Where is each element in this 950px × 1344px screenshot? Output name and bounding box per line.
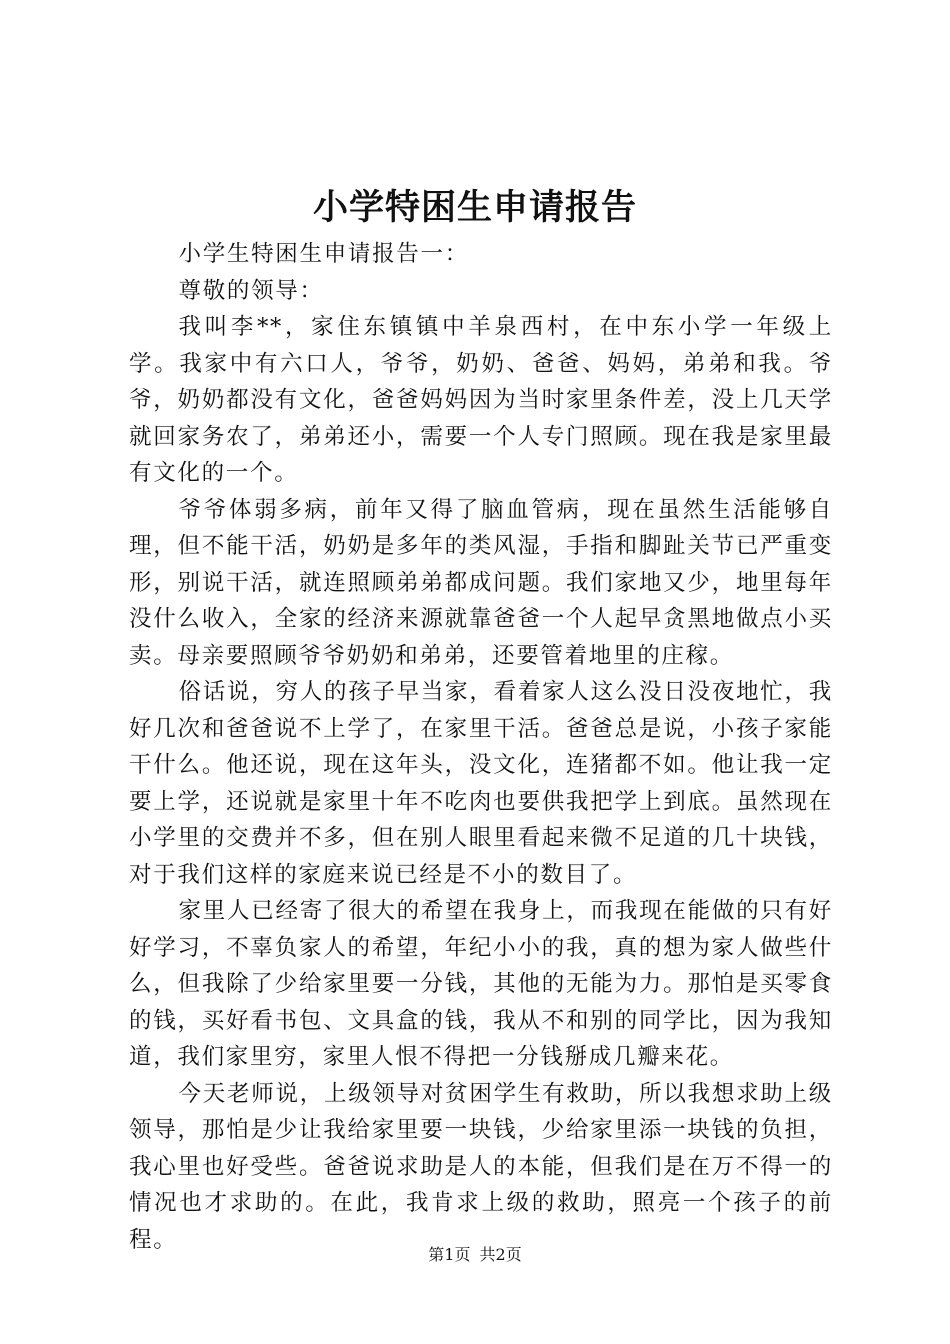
paragraph: 家里人已经寄了很大的希望在我身上，而我现在能做的只有好好学习，不辜负家人的希望，年纪小小的我，真的想为家人做些什么，但我除了少给家里要一分钱，其他的无能为力。那怕是买零食的钱，买好看书包、文具盒的钱，我从不和别的同学比，因为我知道，我们家里穷，家里人恨不得把一分钱掰成几瓣来花。 (129, 898, 833, 1070)
paragraph: 今天老师说，上级领导对贫困学生有救助，所以我想求助上级领导，那怕是少让我给家里要一块钱，少给家里添一块钱的负担，我心里也好受些。爸爸说求助是人的本能，但我们是在万不得一的情况也才求助的。在此，我肯求上级的救助，照亮一个孩子的前程。 (129, 1080, 833, 1253)
page-total: 共2页 (479, 1245, 522, 1264)
salutation: 尊敬的领导： (178, 277, 324, 304)
paragraph: 俗话说，穷人的孩子早当家，看着家人这么没日没夜地忙，我好几次和爸爸说不上学了，在家里干活。爸爸总是说，小孩子家能干什么。他还说，现在这年头，没文化，连猪都不如。他让我一定要上学，还说就是家里十年不吃肉也要供我把学上到底。虽然现在小学里的交费并不多，但在别人眼里看起来微不足道的几十块钱，对于我们这样的家庭来说已经是不小的数目了。 (129, 679, 833, 888)
salutation-heading: 小学生特困生申请报告一： (178, 241, 469, 267)
page-footer (0, 1244, 950, 1266)
paragraph: 爷爷体弱多病，前年又得了脑血管病，现在虽然生活能够自理，但不能干活，奶奶是多年的类风湿，手指和脚趾关节已严重变形，别说干活，就连照顾弟弟都成问题。我们家地又少，地里每年没什么收入，全家的经济来源就靠爸爸一个人起早贪黑地做点小买卖。母亲要照顾爷爷奶奶和弟弟，还要管着地里的庄稼。 (129, 496, 833, 669)
document-title: 小学特困生申请报告 (312, 187, 637, 228)
page-number: 第1页 (428, 1245, 471, 1264)
paragraph: 我叫李**，家住东镇镇中羊泉西村，在中东小学一年级上学。我家中有六口人，爷爷，奶奶、爸爸、妈妈，弟弟和我。爷爷，奶奶都没有文化，爸爸妈妈因为当时家里条件差，没上几天学就回家务农了，弟弟还小，需要一个人专门照顾。现在我是家里最有文化的一个。 (129, 314, 833, 486)
document-body (129, 236, 833, 1258)
